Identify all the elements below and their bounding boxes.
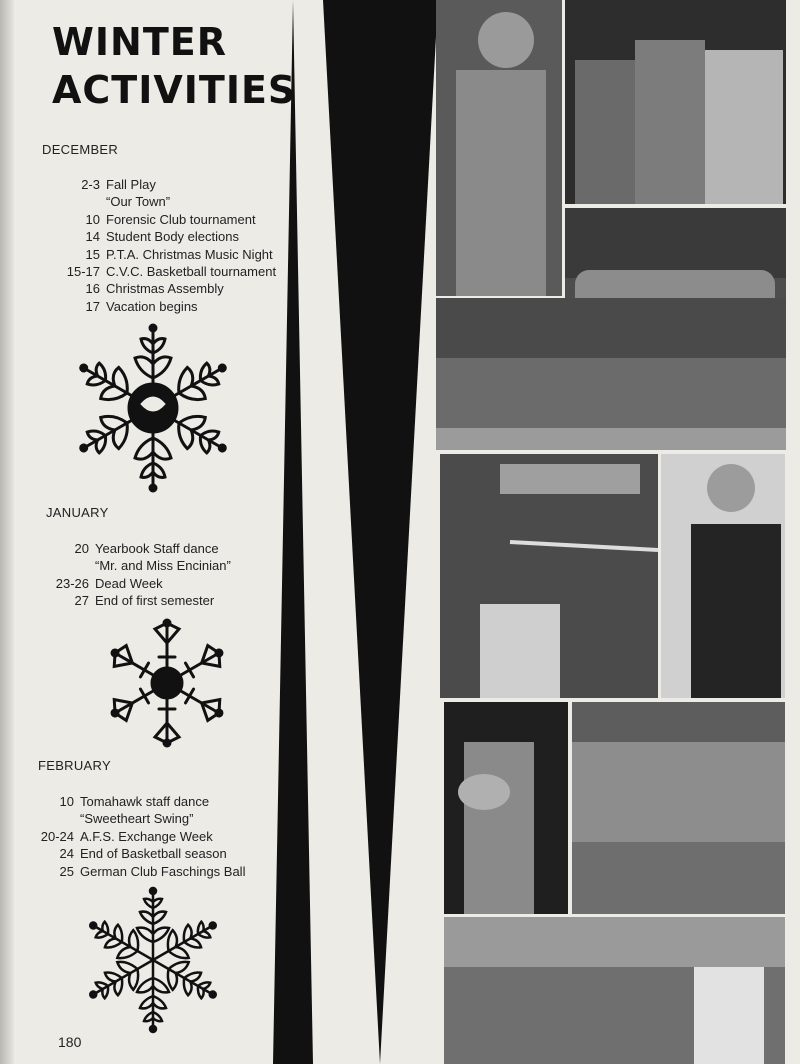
- list-item: [40, 263, 276, 280]
- event-date: 16: [85, 281, 100, 297]
- event-text: “Our Town”: [106, 194, 171, 210]
- event-date: 20: [74, 541, 89, 556]
- event-date: 27: [74, 593, 89, 609]
- list-item: [34, 863, 245, 880]
- list-item: [40, 575, 231, 592]
- event-text: Student Body elections: [106, 229, 239, 245]
- photo-court-crowd: [436, 298, 786, 450]
- event-date: 15: [85, 246, 100, 262]
- event-date: 25: [59, 863, 74, 879]
- snowflake-icon: [58, 886, 248, 1034]
- event-text: C.V.C. Basketball tournament: [106, 264, 277, 280]
- list-item: [40, 280, 276, 297]
- snowflake-icon: [58, 318, 248, 498]
- event-text: A.F.S. Exchange Week: [80, 828, 213, 844]
- page-binding-edge: [0, 0, 14, 1064]
- event-date: 14: [85, 229, 100, 245]
- list-item: [34, 793, 245, 810]
- event-date: [40, 193, 106, 210]
- list-item: [40, 176, 276, 193]
- event-date: [40, 557, 95, 574]
- photo-stage-event: [444, 917, 785, 1064]
- spike-divider: [250, 0, 440, 1064]
- month-heading-december: DECEMBER: [42, 142, 119, 157]
- event-text: P.T.A. Christmas Music Night: [106, 246, 273, 262]
- list-item: [40, 540, 231, 557]
- list-item: [34, 810, 245, 827]
- page-number: 180: [58, 1034, 82, 1050]
- december-event-list: [40, 176, 276, 315]
- event-text: “Mr. and Miss Encinian”: [95, 558, 231, 574]
- event-text: Dead Week: [95, 575, 163, 591]
- list-item: [40, 298, 276, 315]
- list-item: [40, 592, 231, 609]
- event-text: Forensic Club tournament: [106, 211, 256, 227]
- title-line-2: ACTIVITIES: [52, 68, 297, 112]
- event-text: End of first semester: [95, 593, 215, 609]
- february-event-list: [34, 793, 245, 880]
- event-date: 10: [85, 211, 100, 227]
- january-event-list: [40, 540, 231, 610]
- list-item: [40, 557, 231, 574]
- event-text: Christmas Assembly: [106, 281, 224, 297]
- event-date: 17: [85, 298, 100, 314]
- list-item: [40, 193, 276, 210]
- event-text: Yearbook Staff dance: [95, 541, 219, 556]
- event-date: 10: [59, 794, 74, 809]
- event-date: 24: [59, 846, 74, 862]
- snowflake-icon: [100, 618, 234, 748]
- event-text: Vacation begins: [106, 298, 198, 314]
- event-date: [34, 810, 80, 827]
- event-text: Tomahawk staff dance: [80, 794, 210, 809]
- month-heading-january: JANUARY: [46, 505, 109, 520]
- list-item: [34, 828, 245, 845]
- event-date: 15-17: [66, 264, 100, 280]
- event-date: 23-26: [55, 575, 89, 591]
- event-text: End of Basketball season: [80, 846, 227, 862]
- event-date: 20-24: [40, 828, 74, 844]
- photo-gym-performance: [572, 702, 785, 914]
- list-item: [40, 246, 276, 263]
- month-heading-february: FEBRUARY: [38, 758, 111, 773]
- photo-costume-group: [565, 0, 786, 204]
- photo-speaker: [661, 454, 785, 698]
- event-date: 2-3: [81, 177, 100, 192]
- list-item: [40, 211, 276, 228]
- event-text: “Sweetheart Swing”: [80, 811, 194, 827]
- event-text: Fall Play: [106, 177, 156, 192]
- photo-guitar-singer: [444, 702, 568, 914]
- photo-gymnastics-bar: [440, 454, 658, 698]
- title-line-1: WINTER: [52, 20, 227, 64]
- photo-costume-performer: [436, 0, 562, 296]
- list-item: [34, 845, 245, 862]
- list-item: [40, 228, 276, 245]
- event-text: German Club Faschings Ball: [80, 863, 246, 879]
